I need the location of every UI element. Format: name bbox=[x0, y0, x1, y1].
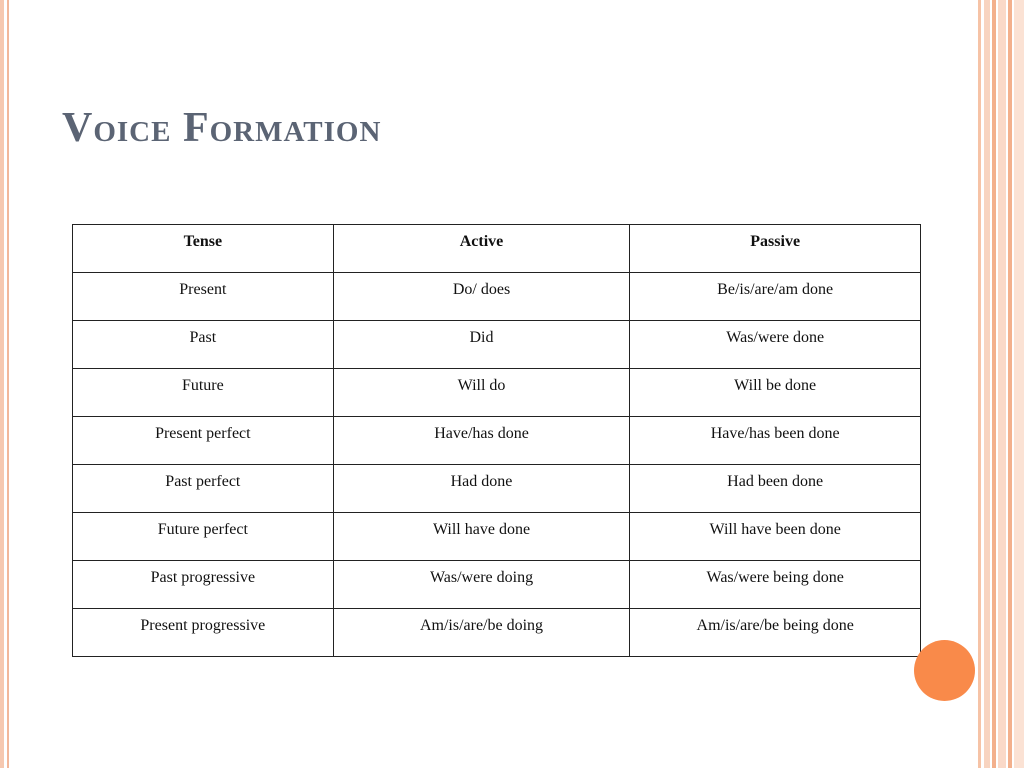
table-row bbox=[73, 465, 921, 513]
cell-tense: Past perfect bbox=[73, 465, 334, 513]
cell-active: Had done bbox=[333, 465, 630, 513]
cell-passive: Had been done bbox=[630, 465, 921, 513]
cell-active: Did bbox=[333, 321, 630, 369]
cell-passive: Will have been done bbox=[630, 513, 921, 561]
table-row bbox=[73, 561, 921, 609]
cell-active: Do/ does bbox=[333, 273, 630, 321]
cell-active: Have/has done bbox=[333, 417, 630, 465]
cell-tense: Past progressive bbox=[73, 561, 334, 609]
right-stripe-decoration bbox=[998, 0, 1006, 768]
table-row bbox=[73, 513, 921, 561]
header-tense: Tense bbox=[73, 225, 334, 273]
right-stripe-decoration bbox=[992, 0, 996, 768]
cell-active: Was/were doing bbox=[333, 561, 630, 609]
left-border-decoration bbox=[0, 0, 4, 768]
cell-passive: Was/were done bbox=[630, 321, 921, 369]
cell-tense: Future perfect bbox=[73, 513, 334, 561]
table-row bbox=[73, 273, 921, 321]
cell-passive: Have/has been done bbox=[630, 417, 921, 465]
cell-passive: Was/were being done bbox=[630, 561, 921, 609]
orange-circle-decoration bbox=[914, 640, 975, 701]
table-row bbox=[73, 609, 921, 657]
right-stripe-decoration bbox=[1008, 0, 1012, 768]
right-stripe-decoration bbox=[978, 0, 981, 768]
cell-passive: Will be done bbox=[630, 369, 921, 417]
voice-formation-table bbox=[72, 224, 921, 657]
table-row bbox=[73, 321, 921, 369]
cell-passive: Am/is/are/be being done bbox=[630, 609, 921, 657]
cell-tense: Present bbox=[73, 273, 334, 321]
header-active: Active bbox=[333, 225, 630, 273]
cell-active: Will have done bbox=[333, 513, 630, 561]
cell-tense: Future bbox=[73, 369, 334, 417]
cell-tense: Present perfect bbox=[73, 417, 334, 465]
header-passive: Passive bbox=[630, 225, 921, 273]
right-stripe-decoration bbox=[984, 0, 990, 768]
slide-title: Voice Formation bbox=[62, 105, 382, 151]
cell-passive: Be/is/are/am done bbox=[630, 273, 921, 321]
table-header-row bbox=[73, 225, 921, 273]
cell-tense: Past bbox=[73, 321, 334, 369]
table-row bbox=[73, 369, 921, 417]
cell-active: Am/is/are/be doing bbox=[333, 609, 630, 657]
cell-tense: Present progressive bbox=[73, 609, 334, 657]
right-stripe-decoration bbox=[1014, 0, 1024, 768]
cell-active: Will do bbox=[333, 369, 630, 417]
table-row bbox=[73, 417, 921, 465]
left-border-line bbox=[7, 0, 9, 768]
